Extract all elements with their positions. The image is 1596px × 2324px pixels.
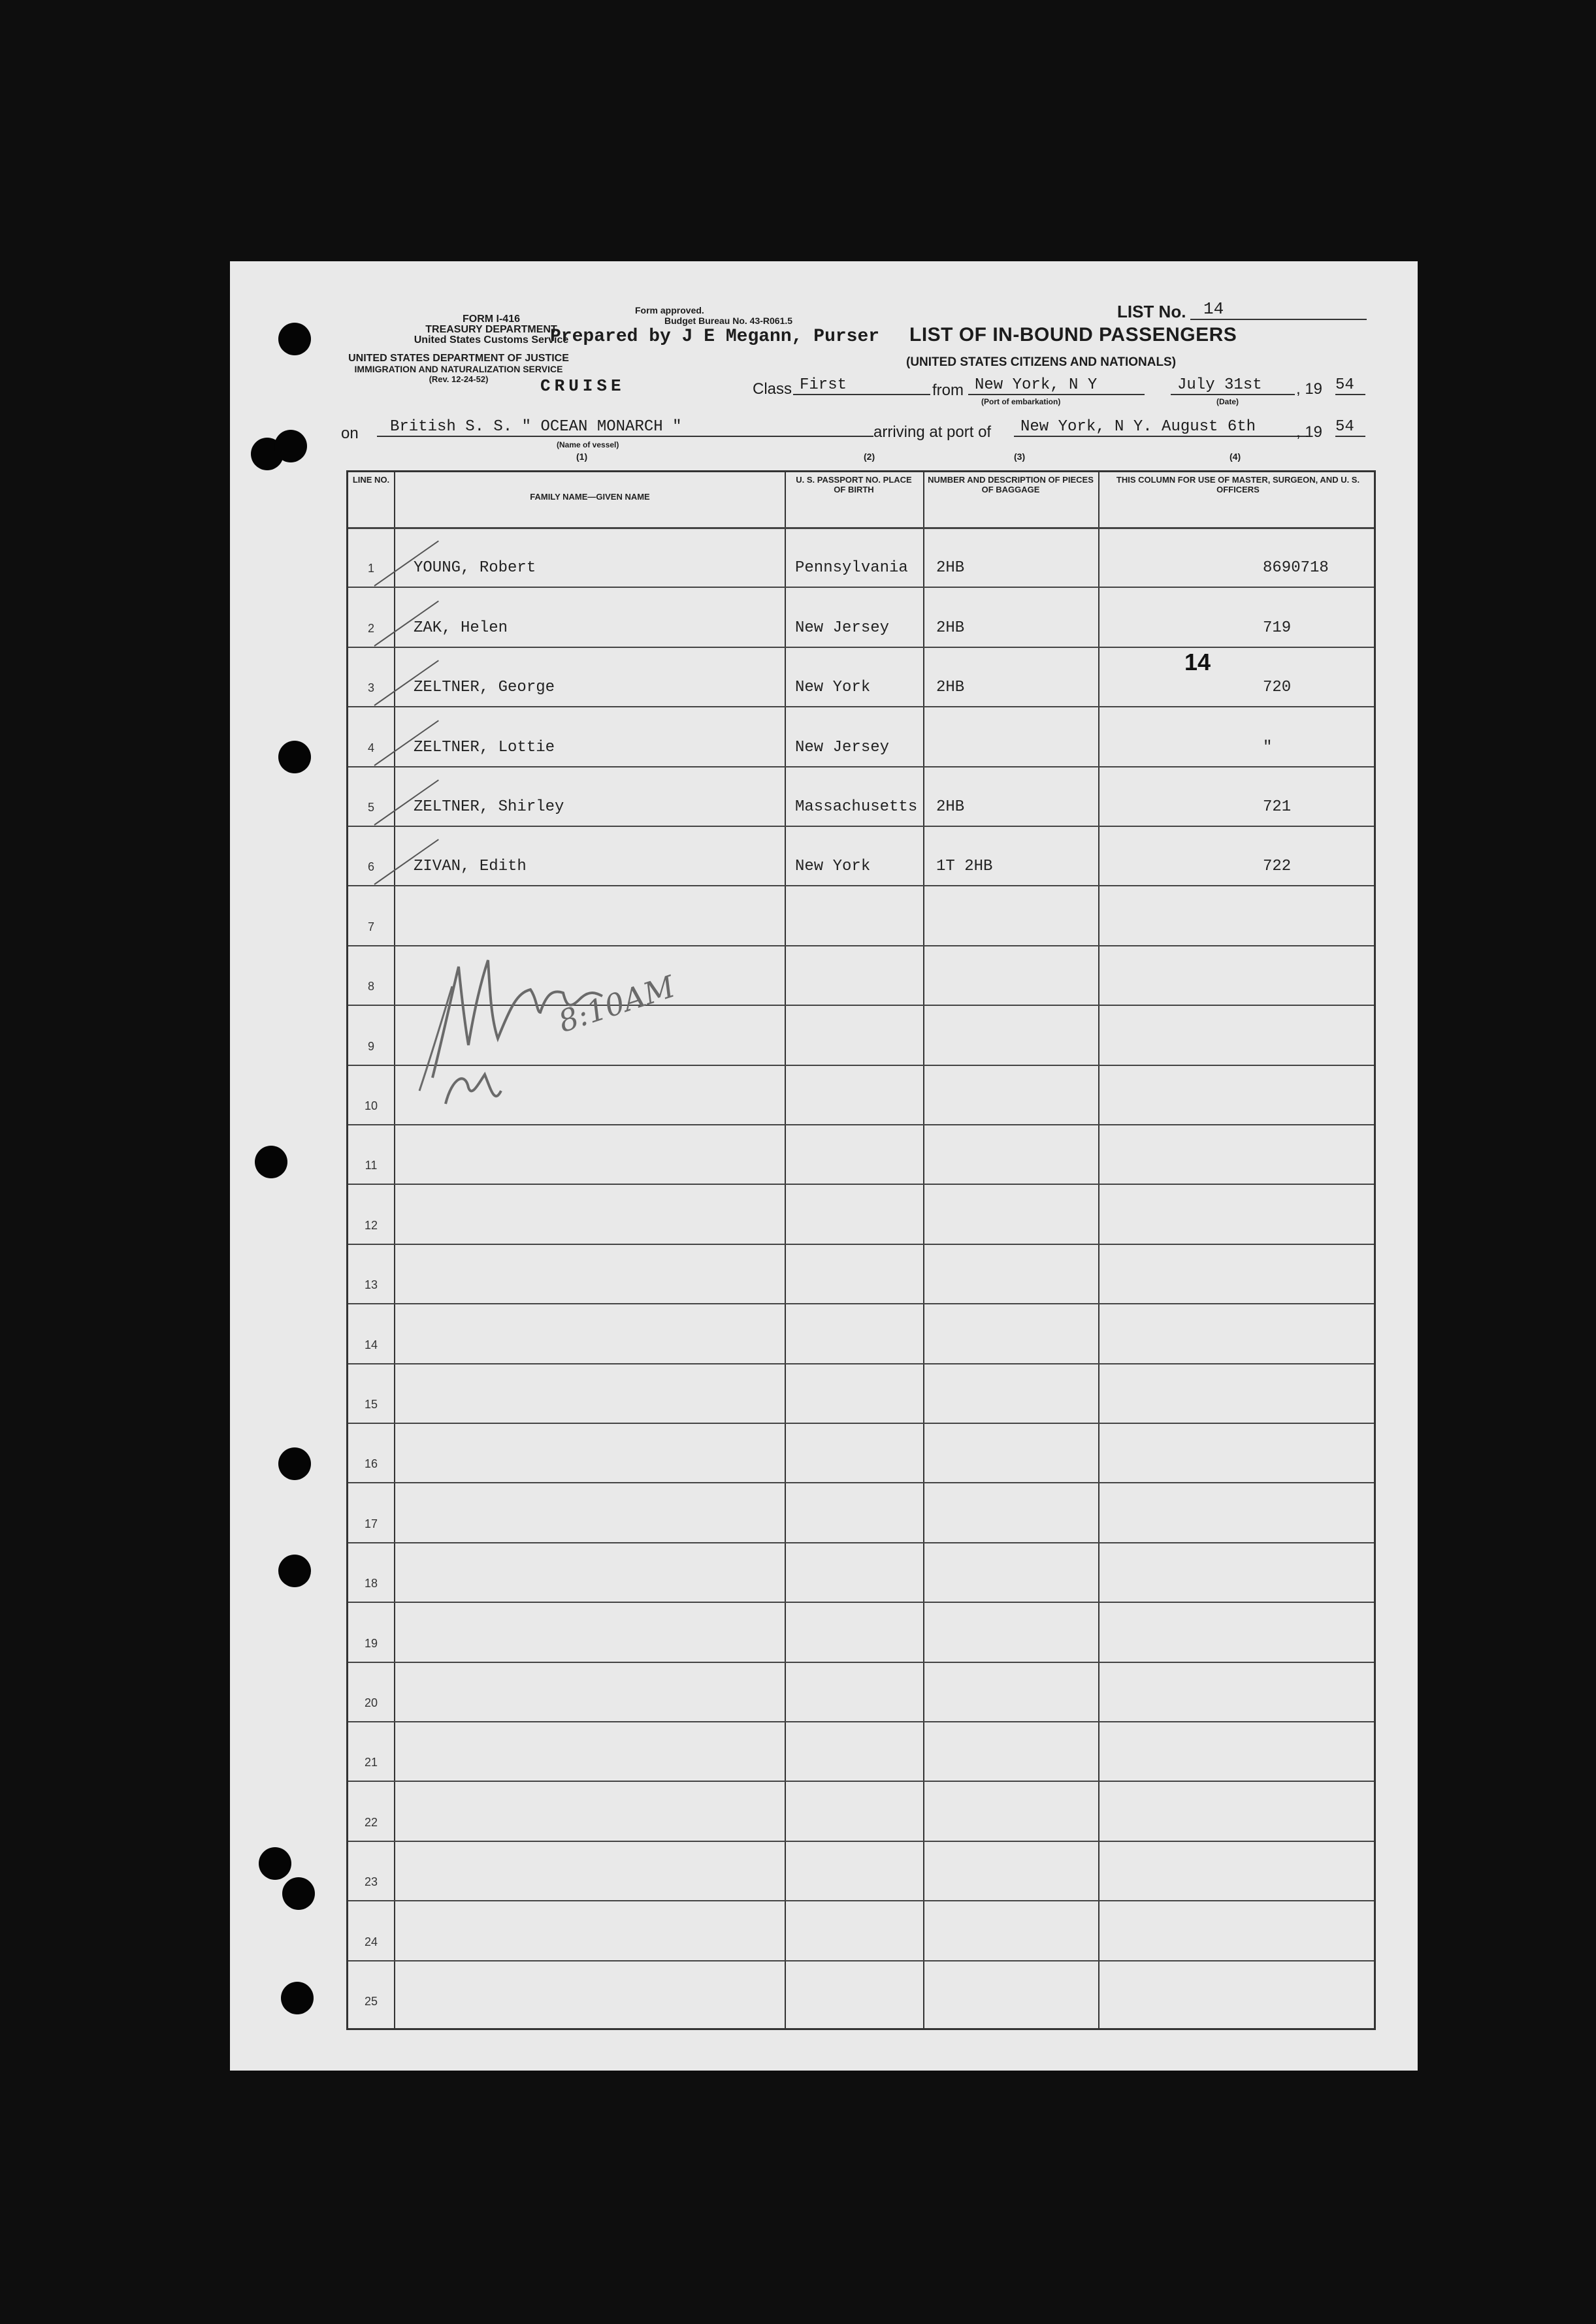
header-line-no: LINE NO.: [352, 475, 390, 485]
line-number: 23: [364, 1875, 378, 1889]
punch-hole: [274, 430, 307, 462]
cruise-label: CRUISE: [540, 376, 625, 396]
passenger-name: ZELTNER, Lottie: [414, 738, 555, 756]
line-number: 10: [364, 1099, 378, 1112]
date-caption: (Date): [1216, 397, 1239, 406]
baggage-description: 2HB: [936, 559, 965, 577]
dept-justice: UNITED STATES DEPARTMENT OF JUSTICE: [348, 353, 569, 364]
row-divider: [348, 885, 1374, 886]
list-number: 14: [1190, 299, 1367, 320]
place-of-birth: New York: [795, 858, 871, 876]
handwritten-time: 8:10AM: [554, 968, 679, 1040]
embarkation-port: New York, N Y: [968, 376, 1145, 395]
baggage-description: 2HB: [936, 679, 965, 697]
line-number: 12: [364, 1218, 378, 1232]
row-divider: [348, 1721, 1374, 1722]
line-number: 13: [364, 1278, 378, 1292]
embarkation-date: July 31st: [1171, 376, 1295, 395]
line-number: 20: [364, 1696, 378, 1709]
line-number: 7: [367, 920, 374, 933]
officer-number: 8690718: [1263, 559, 1329, 577]
row-divider: [348, 1960, 1374, 1961]
passenger-list-page: [230, 261, 1418, 2071]
row-divider: [348, 1244, 1374, 1245]
punch-hole: [255, 1146, 287, 1178]
embarkation-caption: (Port of embarkation): [981, 397, 1061, 406]
passenger-name: ZELTNER, George: [414, 679, 555, 697]
vessel-name: British S. S. " OCEAN MONARCH ": [377, 418, 873, 437]
year-prefix-2: , 19: [1296, 423, 1323, 441]
line-number: 11: [365, 1159, 378, 1172]
col-num-3: (3): [1014, 451, 1026, 462]
row-divider: [348, 647, 1374, 648]
officer-number: ": [1263, 738, 1273, 756]
line-number: 21: [364, 1756, 378, 1769]
place-of-birth: Pennsylvania: [795, 559, 908, 577]
dept-immigration: IMMIGRATION AND NATURALIZATION SERVICE: [354, 364, 563, 374]
line-number: 22: [364, 1815, 378, 1829]
dept-customs: United States Customs Service: [414, 334, 569, 346]
class-value: First: [793, 376, 930, 395]
punch-hole: [282, 1877, 315, 1910]
line-number: 6: [367, 860, 374, 874]
punch-hole: [278, 741, 311, 773]
row-divider: [348, 1900, 1374, 1901]
arriving-label: arriving at port of: [873, 423, 992, 441]
dept-treasury: TREASURY DEPARTMENT: [425, 324, 557, 335]
budget-bureau: Budget Bureau No. 43-R061.5: [664, 315, 793, 326]
punch-hole: [278, 323, 311, 355]
line-number: 14: [364, 1338, 378, 1351]
vessel-caption: (Name of vessel): [557, 440, 619, 449]
line-number: 5: [367, 801, 374, 814]
row-divider: [348, 1781, 1374, 1782]
baggage-description: 2HB: [936, 798, 965, 816]
from-label: from: [932, 381, 964, 399]
form-number: FORM I-416: [462, 314, 520, 325]
line-number: 1: [367, 562, 374, 575]
col-num-1: (1): [576, 451, 588, 462]
place-of-birth: Massachusetts: [795, 798, 918, 816]
row-divider: [348, 766, 1374, 767]
row-divider: [348, 1303, 1374, 1304]
officer-number: 722: [1263, 858, 1292, 876]
passenger-name: YOUNG, Robert: [414, 559, 536, 577]
header-name: FAMILY NAME—GIVEN NAME: [530, 492, 650, 502]
row-divider: [348, 1482, 1374, 1483]
list-number-label: LIST No.: [1117, 302, 1186, 321]
header-officers: THIS COLUMN FOR USE OF MASTER, SURGEON, AND U. S. OFFICERS: [1116, 475, 1360, 494]
year-prefix-1: , 19: [1296, 380, 1323, 398]
line-number: 25: [364, 1995, 378, 2008]
year-2: 54: [1335, 418, 1365, 437]
line-number: 16: [364, 1457, 378, 1471]
on-label: on: [341, 425, 359, 442]
place-of-birth: New Jersey: [795, 619, 890, 637]
line-number: 3: [367, 681, 374, 695]
header-passport: U. S. PASSPORT NO. PLACE OF BIRTH: [796, 475, 912, 494]
punch-hole: [278, 1447, 311, 1480]
line-number: 2: [367, 621, 374, 635]
line-number: 9: [367, 1039, 374, 1053]
line-number: 18: [364, 1577, 378, 1590]
row-divider: [348, 1662, 1374, 1663]
arrival-port-date: New York, N Y. August 6th: [1014, 418, 1308, 437]
form-approved: Form approved.: [635, 305, 704, 315]
passenger-name: ZIVAN, Edith: [414, 858, 527, 876]
header-baggage: NUMBER AND DESCRIPTION OF PIECES OF BAGGAGE: [928, 475, 1094, 494]
line-number: 15: [364, 1398, 378, 1411]
form-subtitle: (UNITED STATES CITIZENS AND NATIONALS): [906, 355, 1177, 369]
officer-number: 720: [1263, 679, 1292, 697]
col-num-4: (4): [1230, 451, 1241, 462]
row-divider: [348, 1423, 1374, 1424]
line-number: 19: [364, 1636, 378, 1650]
passenger-table: [346, 470, 1376, 2030]
row-divider: [348, 1602, 1374, 1603]
passenger-name: ZELTNER, Shirley: [414, 798, 564, 816]
stamp-number: 14: [1184, 649, 1211, 675]
row-divider: [348, 1542, 1374, 1543]
punch-hole: [281, 1982, 314, 2014]
row-divider: [348, 706, 1374, 707]
passenger-name: ZAK, Helen: [414, 619, 508, 637]
officer-number: 719: [1263, 619, 1292, 637]
prepared-by: Prepared by J E Megann, Purser: [550, 327, 880, 347]
year-1: 54: [1335, 376, 1365, 395]
baggage-description: 2HB: [936, 619, 965, 637]
place-of-birth: New Jersey: [795, 738, 890, 756]
line-number: 24: [364, 1935, 378, 1948]
line-number: 4: [367, 741, 374, 754]
baggage-description: 1T 2HB: [936, 858, 993, 876]
row-divider: [348, 1363, 1374, 1364]
row-divider: [348, 826, 1374, 827]
row-divider: [348, 587, 1374, 588]
punch-hole: [278, 1555, 311, 1587]
row-divider: [348, 1841, 1374, 1842]
row-divider: [348, 1184, 1374, 1185]
officer-number: 721: [1263, 798, 1292, 816]
punch-hole: [259, 1847, 291, 1880]
col-num-2: (2): [864, 451, 875, 462]
class-label: Class: [753, 380, 792, 398]
place-of-birth: New York: [795, 679, 871, 697]
revision-date: (Rev. 12-24-52): [429, 374, 489, 384]
line-number: 8: [367, 980, 374, 993]
line-number: 17: [364, 1517, 378, 1530]
form-title: LIST OF IN-BOUND PASSENGERS: [909, 324, 1237, 346]
row-divider: [348, 1124, 1374, 1125]
